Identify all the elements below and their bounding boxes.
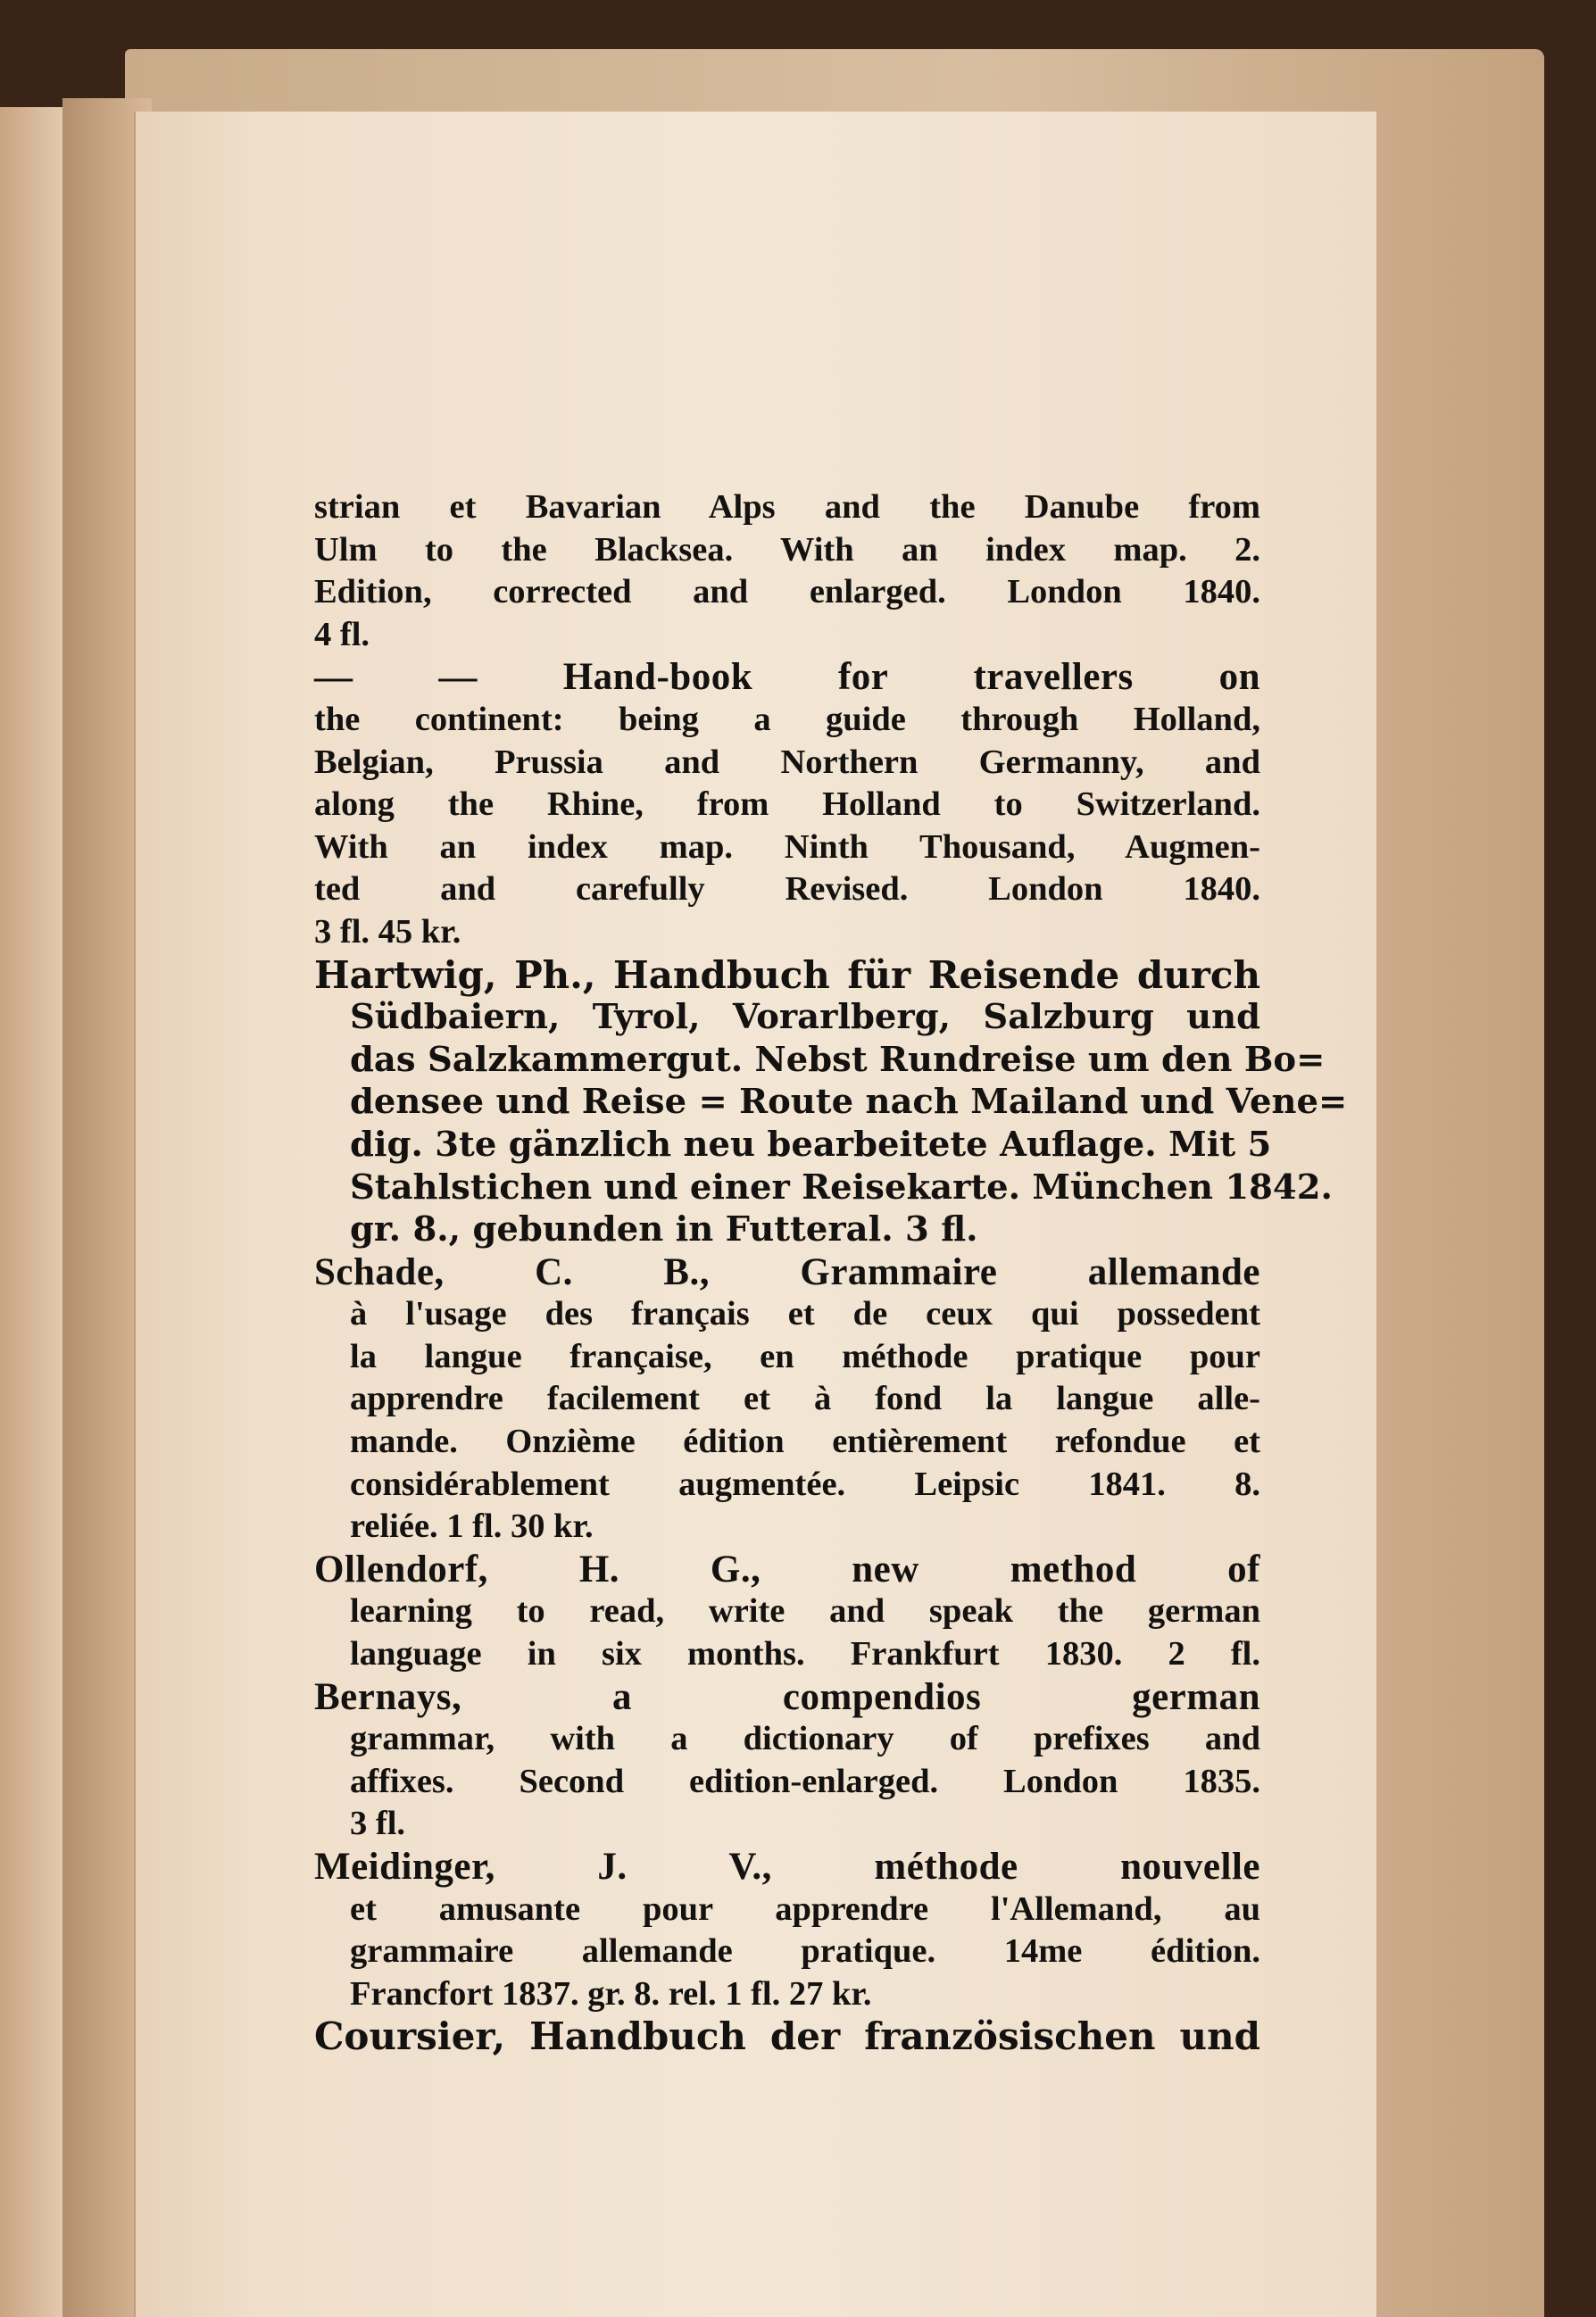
entry-line: grammar, with a dictionary of prefixes and: [350, 1720, 1260, 1758]
entry-line: the continent: being a guide through Holland,: [314, 700, 1260, 738]
entry-line: Francfort 1837. gr. 8. rel. 1 fl. 27 kr.: [350, 1974, 872, 2013]
entry-line: à l'usage des français et de ceux qui possedent: [350, 1295, 1260, 1333]
entry-heading: — — Hand-book for travellers on: [314, 656, 1260, 699]
left-page-edge: [0, 107, 71, 2317]
entry-line: ted and carefully Revised. London 1840.: [314, 870, 1260, 909]
entry-line: gr. 8., gebunden in Futteral. 3 fl.: [350, 1209, 978, 1250]
entry-line: mande. Onzième édition entièrement refondue et: [350, 1423, 1260, 1461]
entry-heading: Ollendorf, H. G., new method of: [314, 1548, 1260, 1590]
entry-heading: Coursier, Handbuch der französischen und: [314, 2014, 1260, 2059]
book-page: [134, 112, 1376, 2317]
entry-line: along the Rhine, from Holland to Switzerland.: [314, 785, 1260, 824]
catalogue-text: [314, 486, 1348, 2059]
catalogue-entry: [314, 656, 1260, 953]
entry-line: densee und Reise = Route nach Mailand und Vene=: [350, 1082, 1348, 1123]
entry-line: dig. 3te gänzlich neu bearbeitete Auflage. Mit 5: [350, 1124, 1272, 1165]
entry-heading: Bernays, a compendios german: [314, 1675, 1260, 1718]
entry-line: reliée. 1 fl. 30 kr.: [350, 1507, 594, 1546]
catalogue-entry: [314, 1676, 1260, 1846]
entry-line: la langue française, en méthode pratique pour: [350, 1337, 1260, 1375]
entry-line: 3 fl. 45 kr.: [314, 912, 461, 951]
entry-line: das Salzkammergut. Nebst Rundreise um den Bo=: [350, 1039, 1326, 1080]
entry-line: apprendre facilement et à fond la langue alle-: [350, 1380, 1260, 1418]
entry-line: et amusante pour apprendre l'Allemand, au: [350, 1889, 1260, 1928]
entry-line: grammaire allemande pratique. 14me édition.: [350, 1932, 1260, 1971]
entry-line: Stahlstichen und einer Reisekarte. München 1842.: [350, 1167, 1333, 1208]
catalogue-entry: [314, 952, 1348, 1251]
catalogue-entry: [314, 2015, 1260, 2058]
entry-line: language in six months. Frankfurt 1830. 2 fl.: [350, 1635, 1260, 1673]
entry-line: Südbaiern, Tyrol, Vorarlberg, Salzburg und: [350, 997, 1260, 1038]
catalogue-entry: [314, 1549, 1260, 1676]
entry-line: With an index map. Ninth Thousand, Augmen-: [314, 827, 1260, 866]
entry-line: learning to read, write and speak the german: [350, 1592, 1260, 1631]
entry-line: strian et Bavarian Alps and the Danube from: [314, 488, 1260, 526]
entry-line: affixes. Second edition-enlarged. London 1835.: [350, 1762, 1260, 1800]
entry-line: Edition, corrected and enlarged. London 1840.: [314, 573, 1260, 611]
catalogue-entry: [314, 1251, 1260, 1549]
entry-line: 3 fl.: [350, 1805, 406, 1843]
catalogue-entry: [314, 486, 1260, 656]
entry-line: 4 fl.: [314, 615, 370, 653]
entry-line: considérablement augmentée. Leipsic 1841. 8.: [350, 1465, 1260, 1503]
entry-heading: Meidinger, J. V., méthode nouvelle: [314, 1846, 1260, 1888]
entry-line: Belgian, Prussia and Northern Germanny, and: [314, 743, 1260, 781]
catalogue-entry: [314, 1846, 1260, 2015]
entry-line: Ulm to the Blacksea. With an index map. 2.: [314, 530, 1260, 569]
entry-heading: Hartwig, Ph., Handbuch für Reisende durch: [314, 952, 1260, 997]
entry-heading: Schade, C. B., Grammaire allemande: [314, 1250, 1260, 1293]
